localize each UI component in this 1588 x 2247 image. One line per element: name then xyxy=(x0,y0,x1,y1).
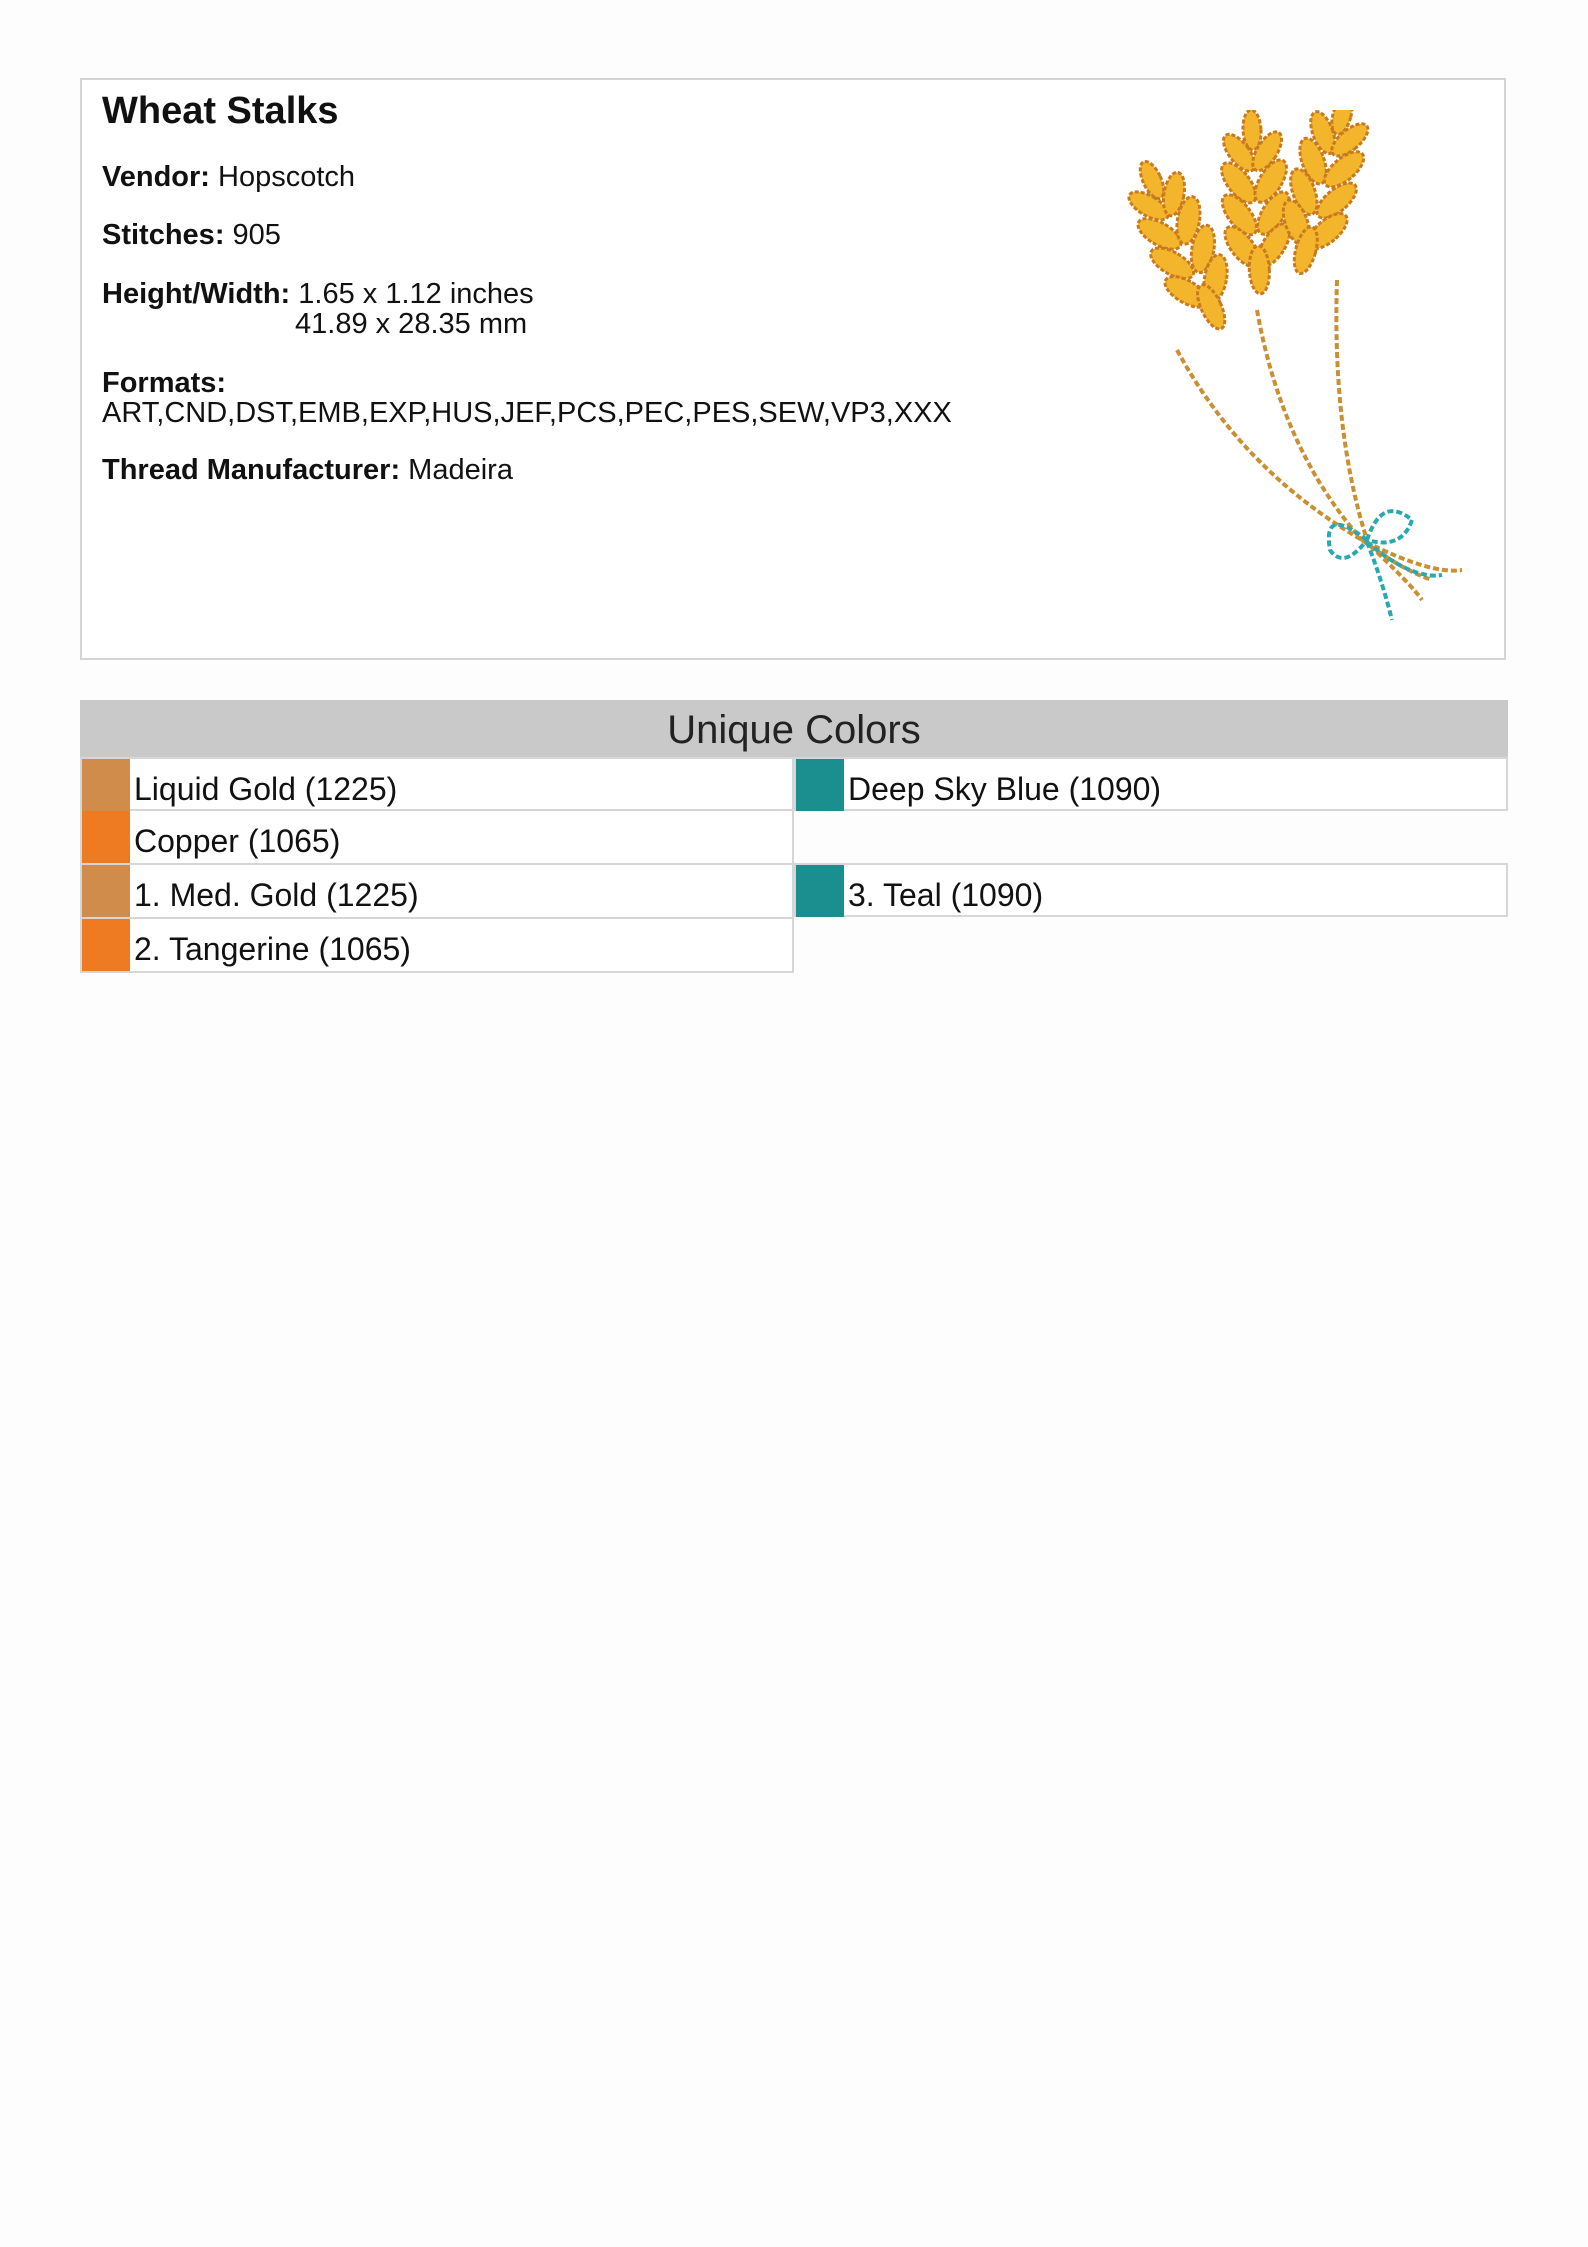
unique-colors-table xyxy=(80,700,1508,967)
color-row-empty xyxy=(794,811,1508,863)
thread-label: Thread Manufacturer: xyxy=(102,454,401,486)
color-label: 3. Teal (1090) xyxy=(848,877,1044,913)
stitches-value: 905 xyxy=(232,219,281,251)
color-row xyxy=(80,811,794,865)
color-label: Liquid Gold (1225) xyxy=(134,771,398,807)
color-row xyxy=(794,757,1508,811)
color-swatch xyxy=(82,865,130,917)
color-label: 1. Med. Gold (1225) xyxy=(134,877,419,913)
color-label: 2. Tangerine (1065) xyxy=(134,931,411,967)
color-swatch xyxy=(796,865,844,917)
size-inches: 1.65 x 1.12 inches xyxy=(298,278,534,310)
color-swatch xyxy=(82,919,130,971)
color-label: Deep Sky Blue (1090) xyxy=(848,771,1162,807)
thread-field xyxy=(102,455,513,485)
colors-left-column xyxy=(80,757,794,973)
size-field xyxy=(102,279,534,339)
size-label: Height/Width: xyxy=(102,278,291,310)
vendor-field xyxy=(102,162,355,192)
design-info-card xyxy=(80,78,1506,660)
color-row xyxy=(794,863,1508,917)
color-row xyxy=(80,919,794,973)
formats-value: ART,CND,DST,EMB,EXP,HUS,JEF,PCS,PEC,PES,SEW,VP3,XXX xyxy=(102,397,952,429)
color-row xyxy=(80,865,794,919)
thread-value: Madeira xyxy=(408,454,513,486)
unique-colors-header: Unique Colors xyxy=(80,700,1508,757)
wheat-stalks-design-image xyxy=(1082,110,1512,670)
size-mm: 41.89 x 28.35 mm xyxy=(295,308,528,340)
vendor-value: Hopscotch xyxy=(218,161,356,193)
design-title: Wheat Stalks xyxy=(102,90,339,132)
colors-right-column xyxy=(794,757,1508,917)
vendor-label: Vendor: xyxy=(102,161,210,193)
formats-label: Formats: xyxy=(102,367,227,399)
formats-field xyxy=(102,368,952,428)
stitches-field xyxy=(102,220,281,250)
color-row xyxy=(80,757,794,811)
color-swatch xyxy=(82,811,130,863)
stitches-label: Stitches: xyxy=(102,219,225,251)
color-swatch xyxy=(796,759,844,811)
color-swatch xyxy=(82,759,130,811)
color-label: Copper (1065) xyxy=(134,823,341,859)
